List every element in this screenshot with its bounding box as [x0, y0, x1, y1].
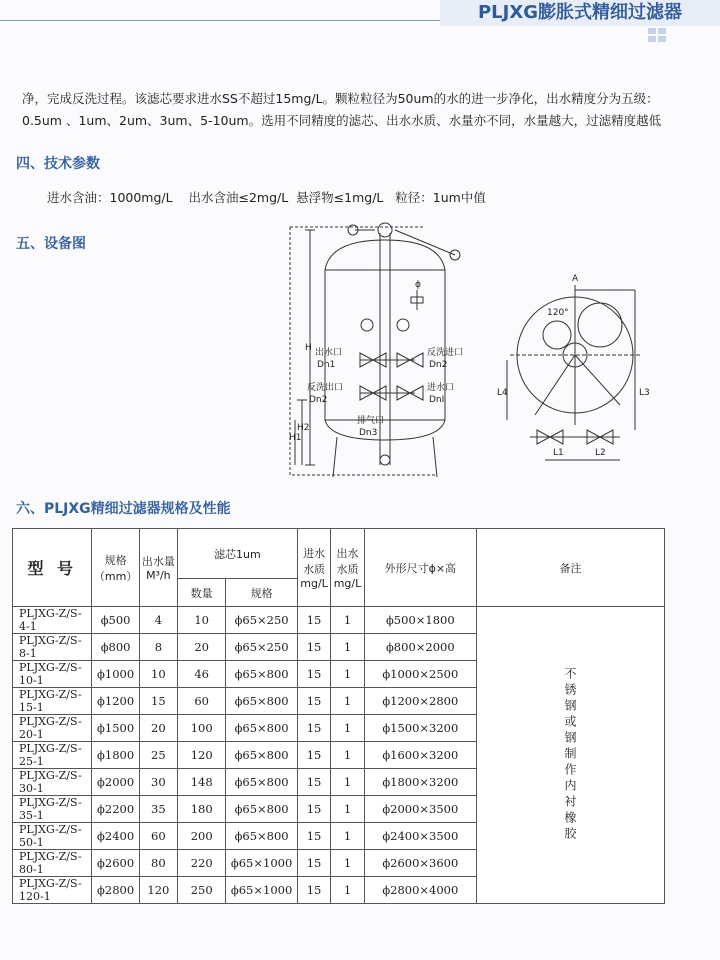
header-note: 备注: [476, 529, 664, 607]
section-5-title: 五、设备图: [16, 236, 86, 252]
cell-inlet: 15: [297, 769, 330, 796]
header-rule: [0, 20, 440, 21]
cell-outlet: 1: [331, 661, 364, 688]
cell-dims: ϕ500×1800: [364, 607, 476, 634]
header-size: [92, 529, 139, 607]
header-outlet-unit: mg/L: [333, 577, 362, 590]
cell-flow: 80: [139, 850, 177, 877]
cell-inlet: 15: [297, 850, 330, 877]
cell-size: ϕ2600: [92, 850, 139, 877]
label-a: A: [572, 274, 579, 284]
cell-count: 250: [177, 877, 225, 904]
cell-flow: 8: [139, 634, 177, 661]
cell-model: PLJXG-Z/S-10-1: [13, 661, 92, 688]
cell-dims: ϕ1500×3200: [364, 715, 476, 742]
cell-dims: ϕ1600×3200: [364, 742, 476, 769]
cell-outlet: 1: [331, 823, 364, 850]
cell-flow: 60: [139, 823, 177, 850]
cell-model: PLJXG-Z/S-120-1: [13, 877, 92, 904]
cell-inlet: 15: [297, 634, 330, 661]
label-phi: ϕ: [415, 280, 421, 290]
cell-count: 200: [177, 823, 225, 850]
cell-size: ϕ2000: [92, 769, 139, 796]
header-outlet-quality-label: 出水水质: [336, 547, 359, 576]
cell-size: ϕ2200: [92, 796, 139, 823]
cell-size: ϕ1000: [92, 661, 139, 688]
cell-spec: ϕ65×800: [226, 796, 298, 823]
cell-flow: 20: [139, 715, 177, 742]
header-inlet-quality-label: 进水水质: [303, 547, 326, 576]
cell-flow: 15: [139, 688, 177, 715]
cell-model: PLJXG-Z/S-25-1: [13, 742, 92, 769]
section-6-title: 六、PLJXG精细过滤器规格及性能: [16, 501, 231, 517]
cell-inlet: 15: [297, 607, 330, 634]
header-dimensions: 外形尺寸ϕ×高: [364, 529, 476, 607]
note-cell: 不锈钢或钢制作内衬橡胶: [476, 607, 664, 904]
label-l4: L4: [497, 388, 508, 398]
header-decoration: [648, 28, 668, 42]
cell-flow: 25: [139, 742, 177, 769]
cell-count: 20: [177, 634, 225, 661]
cell-model: PLJXG-Z/S-80-1: [13, 850, 92, 877]
cell-dims: ϕ2000×3500: [364, 796, 476, 823]
label-l2: L2: [595, 448, 606, 458]
label-backwash-out-dn: Dn2: [309, 395, 328, 405]
cell-count: 180: [177, 796, 225, 823]
cell-dims: ϕ2800×4000: [364, 877, 476, 904]
cell-model: PLJXG-Z/S-30-1: [13, 769, 92, 796]
header-flow: [139, 529, 177, 607]
label-backwash-in: 反洗进口: [427, 348, 464, 358]
cell-outlet: 1: [331, 796, 364, 823]
cell-inlet: 15: [297, 715, 330, 742]
cell-dims: ϕ2600×3600: [364, 850, 476, 877]
cell-flow: 10: [139, 661, 177, 688]
cell-model: PLJXG-Z/S-4-1: [13, 607, 92, 634]
cell-spec: ϕ65×1000: [226, 850, 298, 877]
equipment-diagram: [275, 215, 655, 490]
cell-inlet: 15: [297, 688, 330, 715]
section-4-title: 四、技术参数: [16, 156, 100, 172]
cell-count: 46: [177, 661, 225, 688]
label-angle: 120°: [547, 308, 569, 318]
header-size-unit: （mm）: [93, 569, 138, 583]
cell-spec: ϕ65×800: [226, 823, 298, 850]
cell-size: ϕ2400: [92, 823, 139, 850]
cell-inlet: 15: [297, 823, 330, 850]
cell-outlet: 1: [331, 769, 364, 796]
cell-size: ϕ500: [92, 607, 139, 634]
cell-outlet: 1: [331, 688, 364, 715]
header-model: 型 号: [13, 529, 92, 607]
cell-model: PLJXG-Z/S-35-1: [13, 796, 92, 823]
cell-dims: ϕ800×2000: [364, 634, 476, 661]
cell-count: 100: [177, 715, 225, 742]
header-size-label: 规格: [104, 553, 127, 567]
cell-spec: ϕ65×800: [226, 742, 298, 769]
label-h1: H1: [289, 433, 302, 443]
cell-outlet: 1: [331, 634, 364, 661]
table-row: [13, 607, 665, 634]
cell-dims: ϕ1000×2500: [364, 661, 476, 688]
cell-outlet: 1: [331, 850, 364, 877]
cell-outlet: 1: [331, 742, 364, 769]
cell-dims: ϕ2400×3500: [364, 823, 476, 850]
cell-size: ϕ800: [92, 634, 139, 661]
header-spec: 规格: [226, 579, 298, 607]
cell-count: 148: [177, 769, 225, 796]
cell-size: ϕ1200: [92, 688, 139, 715]
cell-dims: ϕ1200×2800: [364, 688, 476, 715]
header-inlet-quality: [297, 529, 330, 607]
cell-model: PLJXG-Z/S-15-1: [13, 688, 92, 715]
cell-flow: 120: [139, 877, 177, 904]
cell-count: 220: [177, 850, 225, 877]
header-flow-label: 出水量: [141, 555, 175, 568]
label-l3: L3: [639, 388, 650, 398]
cell-inlet: 15: [297, 661, 330, 688]
cell-outlet: 1: [331, 715, 364, 742]
cell-model: PLJXG-Z/S-20-1: [13, 715, 92, 742]
label-backwash-in-dn: Dn2: [429, 360, 448, 370]
label-inlet: 进水口: [427, 383, 455, 393]
cell-inlet: 15: [297, 877, 330, 904]
cell-flow: 4: [139, 607, 177, 634]
cell-count: 10: [177, 607, 225, 634]
header-inlet-unit: mg/L: [300, 577, 328, 590]
label-inlet-dn: DnI: [429, 395, 445, 405]
cell-dims: ϕ1800×3200: [364, 769, 476, 796]
cell-flow: 35: [139, 796, 177, 823]
cell-model: PLJXG-Z/S-50-1: [13, 823, 92, 850]
spec-table: [12, 528, 665, 904]
header-cartridge: 滤芯1um: [177, 529, 297, 579]
cell-count: 120: [177, 742, 225, 769]
header-count: 数量: [177, 579, 225, 607]
tech-params: 进水含油：1000mg/L 出水含油≤2mg/L 悬浮物≤1mg/L 粒径：1um中值: [47, 190, 486, 205]
cell-spec: ϕ65×250: [226, 607, 298, 634]
cell-inlet: 15: [297, 796, 330, 823]
cell-spec: ϕ65×250: [226, 634, 298, 661]
cell-size: ϕ2800: [92, 877, 139, 904]
cell-outlet: 1: [331, 877, 364, 904]
cell-spec: ϕ65×800: [226, 661, 298, 688]
label-vent: 排气口: [357, 416, 385, 426]
label-outlet: 出水口: [315, 348, 343, 358]
cell-count: 60: [177, 688, 225, 715]
intro-paragraph: 净，完成反洗过程。该滤芯要求进水SS不超过15mg/L。颗粒粒径为50um的水的进一步净化，出水精度分为五级：0.5um 、1um、2um、3um、5-10um。选用不同精度的滤芯、出水水质、水量亦不同，水量越大，过滤精度越低: [22, 91, 662, 128]
cell-size: ϕ1800: [92, 742, 139, 769]
cell-model: PLJXG-Z/S-8-1: [13, 634, 92, 661]
cell-spec: ϕ65×800: [226, 688, 298, 715]
cell-outlet: 1: [331, 607, 364, 634]
cell-size: ϕ1500: [92, 715, 139, 742]
header-flow-unit: M³/h: [146, 569, 171, 582]
cell-inlet: 15: [297, 742, 330, 769]
cell-spec: ϕ65×800: [226, 769, 298, 796]
page-header-title: PLJXG膨胀式精细过滤器: [440, 0, 720, 26]
label-backwash-out: 反洗出口: [307, 383, 344, 393]
label-vent-dn: Dn3: [359, 428, 378, 438]
cell-spec: ϕ65×800: [226, 715, 298, 742]
cell-flow: 30: [139, 769, 177, 796]
cell-spec: ϕ65×1000: [226, 877, 298, 904]
label-l1: L1: [553, 448, 564, 458]
label-h: H: [305, 343, 312, 353]
label-h2: H2: [297, 423, 310, 433]
header-outlet-quality: [331, 529, 364, 607]
label-outlet-dn: Dn1: [317, 360, 336, 370]
